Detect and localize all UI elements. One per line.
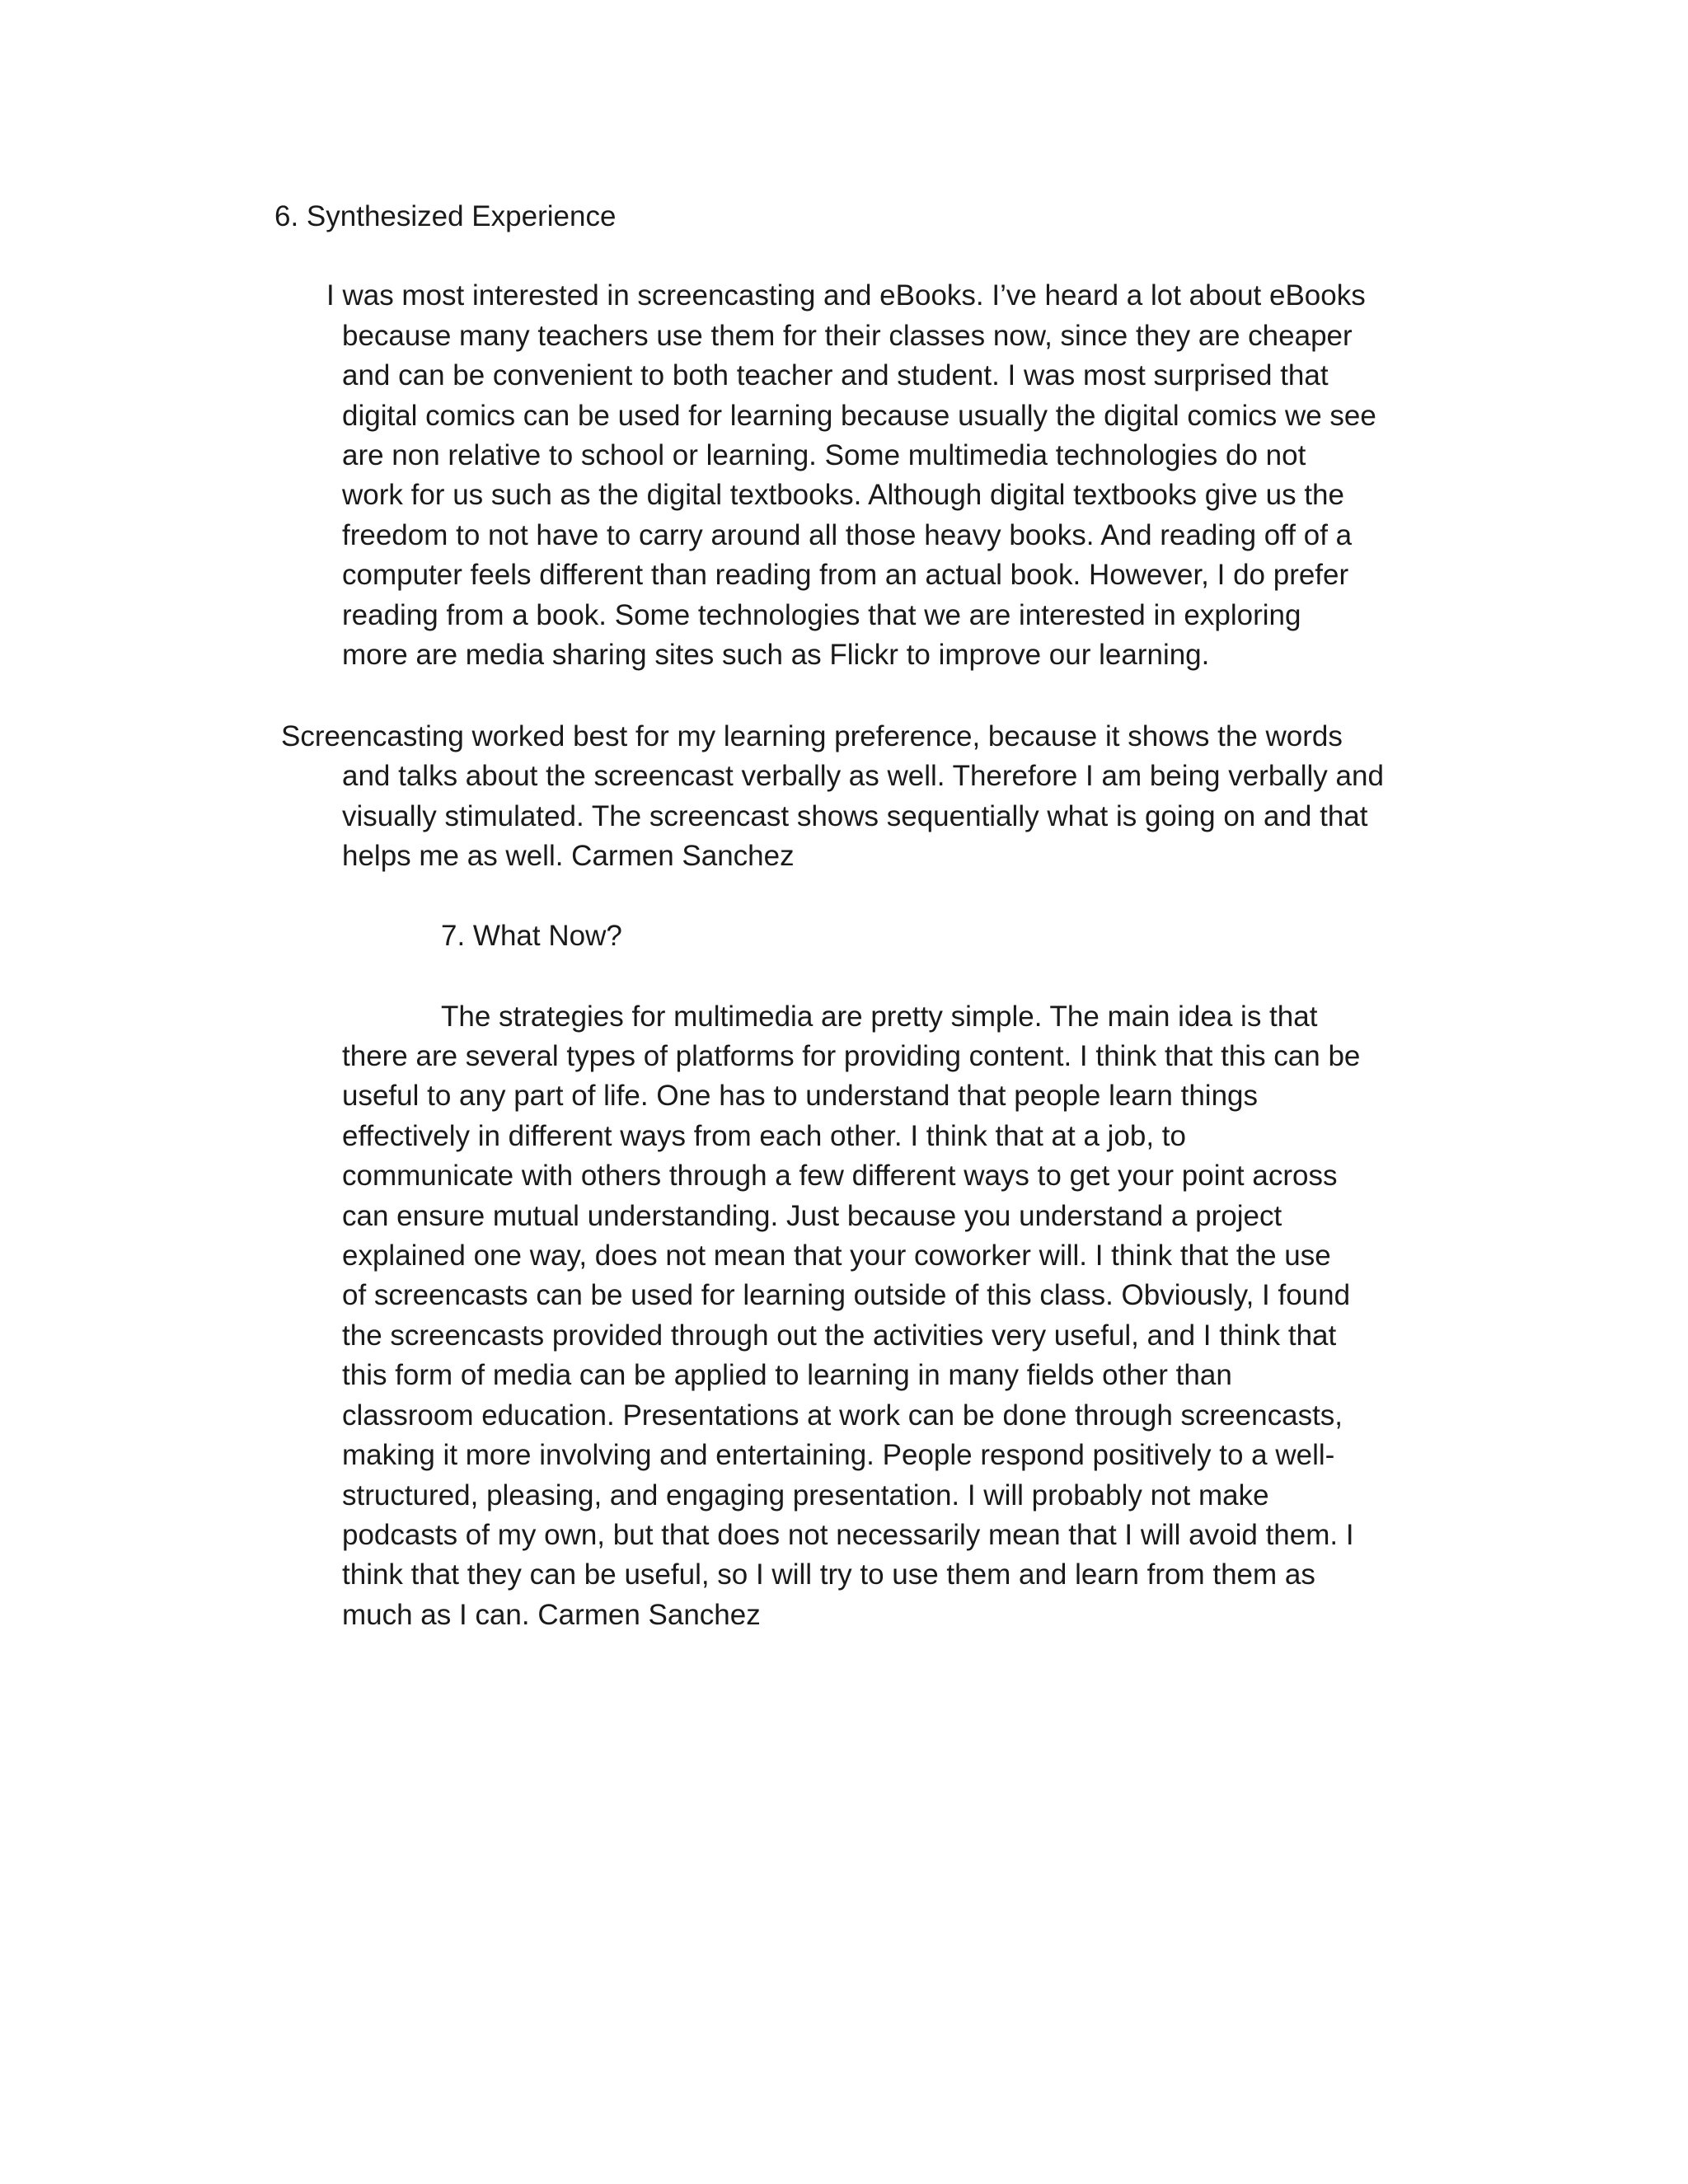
s7-p1-line: classroom education. Presentations at work can be done through screencasts, [342,1399,1343,1432]
s6-p1-line: more are media sharing sites such as Flickr to improve our learning. [342,639,1210,671]
s6-p1-line: because many teachers use them for their classes now, since they are cheaper [342,320,1353,352]
s6-p1-line: digital comics can be used for learning because usually the digital comics we see [342,400,1376,432]
s7-p1-line: The strategies for multimedia are pretty simple. The main idea is that [441,1001,1318,1033]
s6-p1-line: are non relative to school or learning. Some multimedia technologies do not [342,439,1306,471]
s6-p1-line: and can be convenient to both teacher and student. I was most surprised that [342,359,1329,391]
s6-p2-line: Screencasting worked best for my learning preference, because it shows the words [281,720,1343,752]
s6-p1-line: work for us such as the digital textbooks. Although digital textbooks give us the [342,479,1344,511]
s7-p1-line: this form of media can be applied to learning in many fields other than [342,1359,1232,1391]
s7-p1-line: can ensure mutual understanding. Just because you understand a project [342,1200,1282,1232]
s6-p1-line: freedom to not have to carry around all those heavy books. And reading off of a [342,519,1353,551]
s7-p1-line: there are several types of platforms for providing content. I think that this can be [342,1040,1361,1072]
s6-p2-line: and talks about the screencast verbally as well. Therefore I am being verbally and [342,760,1384,792]
s7-p1-line: podcasts of my own, but that does not necessarily mean that I will avoid them. I [342,1519,1354,1551]
section-7-heading: 7. What Now? [441,920,622,952]
s7-p1-line: structured, pleasing, and engaging presentation. I will probably not make [342,1479,1269,1511]
s7-p1-line: useful to any part of life. One has to understand that people learn things [342,1080,1259,1112]
s7-p1-line: communicate with others through a few different ways to get your point across [342,1160,1338,1192]
section-6-heading: 6. Synthesized Experience [274,200,617,232]
s6-p2-line: visually stimulated. The screencast shows sequentially what is going on and that [342,800,1368,832]
s7-p1-line: of screencasts can be used for learning outside of this class. Obviously, I found [342,1279,1351,1311]
s6-p1-line: computer feels different than reading from an actual book. However, I do prefer [342,559,1349,591]
s6-p1-line: reading from a book. Some technologies that we are interested in exploring [342,599,1301,631]
s7-p1-line: much as I can. Carmen Sanchez [342,1599,761,1631]
s6-p2-line: helps me as well. Carmen Sanchez [342,840,795,872]
s6-p1-line: I was most interested in screencasting and eBooks. I’ve heard a lot about eBooks [326,279,1366,312]
s7-p1-line: think that they can be useful, so I will try to use them and learn from them as [342,1558,1315,1591]
s7-p1-line: the screencasts provided through out the activities very useful, and I think that [342,1319,1337,1352]
s7-p1-line: explained one way, does not mean that your coworker will. I think that the use [342,1240,1331,1272]
s7-p1-line: effectively in different ways from each other. I think that at a job, to [342,1120,1186,1152]
s7-p1-line: making it more involving and entertaining. People respond positively to a well- [342,1439,1335,1471]
